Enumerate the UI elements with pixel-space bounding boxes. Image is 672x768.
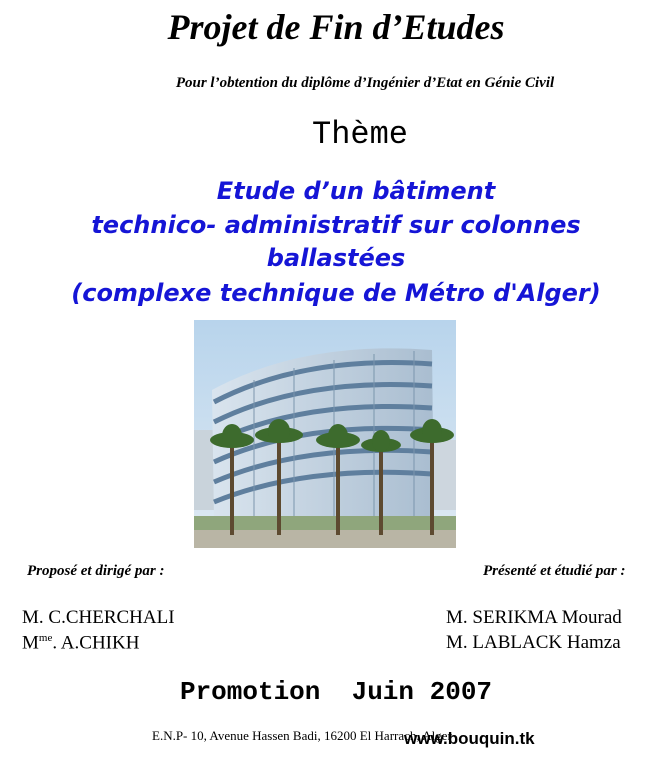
supervisors-heading: Proposé et dirigé par : [27,563,165,579]
supervisor-name-2: $M^{me}$. A.CHIKH [22,632,140,654]
topic-line-2: technico- administratif sur colonnes [91,211,581,239]
topic-line-3: ballastées [266,244,406,272]
document-title: Projet de Fin d’Etudes [167,7,505,47]
supervisor-name-1: M. C.CHERCHALI [22,607,175,628]
student-name-2: M. LABLACK Hamza [446,632,621,653]
student-name-1: M. SERIKMA Mourad [446,607,622,628]
promotion-line: Promotion Juin 2007 [179,677,493,707]
topic-line-4: (complexe technique de Métro d'Alger) [71,279,601,307]
address-line: E.N.P- 10, Avenue Hassen Badi, 16200 El Harrach, Alger [152,728,452,743]
watermark: www.bouquin.tk [404,729,535,748]
topic-line-1: Etude d’un bâtiment [216,177,496,205]
theme-label: Thème [311,116,408,153]
building-photo [194,320,456,548]
document-subtitle: Pour l’obtention du diplôme d’Ingénier d’Etat en Génie Civil [175,75,555,91]
students-heading: Présenté et étudié par : [483,563,626,579]
